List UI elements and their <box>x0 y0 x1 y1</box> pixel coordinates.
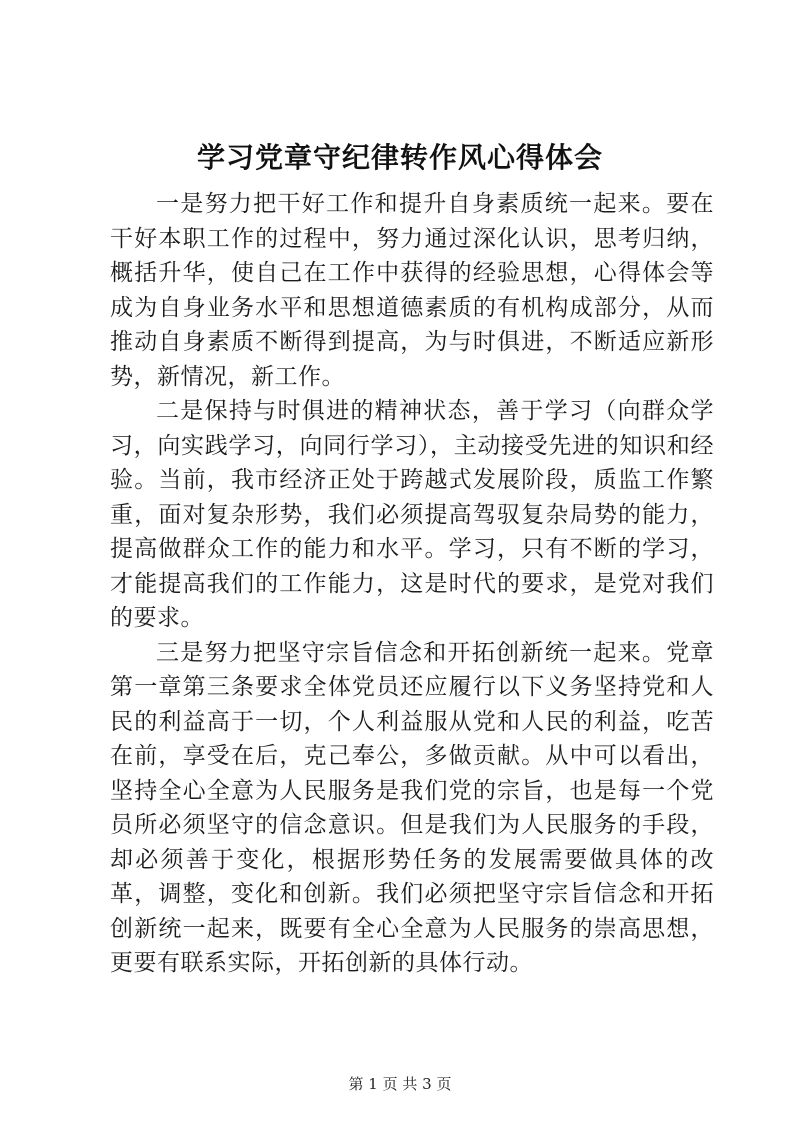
document-body <box>110 187 714 981</box>
paragraph-3: 三是努力把坚守宗旨信念和开拓创新统一起来。党章第一章第三条要求全体党员还应履行以下义务坚持党和人民的利益高于一切，个人利益服从党和人民的利益，吃苦在前，享受在后，克己奉公，多做贡献。从中可以看出，坚持全心全意为人民服务是我们党的宗旨，也是每一个党员所必须坚守的信念意识。但是我们为人民服务的手段，却必须善于变化，根据形势任务的发展需要做具体的改革，调整，变化和创新。我们必须把坚守宗旨信念和开拓创新统一起来，既要有全心全意为人民服务的崇高思想，更要有联系实际，开拓创新的具体行动。 <box>110 639 714 976</box>
page-title: 学习党章守纪律转作风心得体会 <box>196 141 603 174</box>
paragraph-1: 一是努力把干好工作和提升自身素质统一起来。要在干好本职工作的过程中，努力通过深化认识，思考归纳，概括升华，使自己在工作中获得的经验思想，心得体会等成为自身业务水平和思想道德素质的有机构成部分，从而推动自身素质不断得到提高，为与时俱进，不断适应新形势，新情况，新工作。 <box>110 191 714 390</box>
paragraph-2: 二是保持与时俱进的精神状态，善于学习（向群众学习，向实践学习，向同行学习），主动接受先进的知识和经验。当前，我市经济正处于跨越式发展阶段，质监工作繁重，面对复杂形势，我们必须提高驾驭复杂局势的能力，提高做群众工作的能力和水平。学习，只有不断的学习，才能提高我们的工作能力，这是时代的要求，是党对我们的要求。 <box>110 398 714 631</box>
page-footer <box>0 1074 800 1094</box>
page-number-label: 第 1 页 共 3 页 <box>348 1075 452 1093</box>
